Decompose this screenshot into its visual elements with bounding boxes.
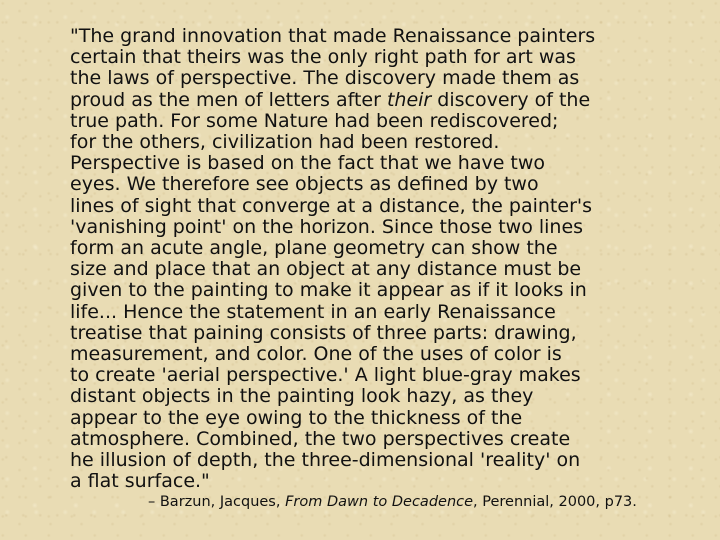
quote-line: life... Hence the statement in an early Renaissance [70,300,556,323]
quote-line: true path. For some Nature had been rediscovered; [70,109,559,132]
quote-line: certain that theirs was the only right path for art was [70,46,576,69]
quote-line: form an acute angle, plane geometry can show the [70,237,558,260]
quote-line [70,90,690,111]
quote-line: size and place that an object at any distance must be [70,258,582,281]
quote-line: treatise that paining consists of three parts: drawing, [70,321,577,344]
emphasis-their: their [386,88,432,111]
quote-line: lines of sight that converge at a distance, the painter's [70,194,593,217]
quote-line: "The grand innovation that made Renaissance painters [70,25,596,47]
citation-title: From Dawn to Decadence [285,494,474,510]
quote-line: atmosphere. Combined, the two perspectives create [70,427,571,450]
quote-line: the laws of perspective. The discovery made them as [70,67,580,90]
quote-line: for the others, civilization had been restored. [70,131,500,154]
quote-line: a flat surface." [70,470,210,493]
quote-line: 'vanishing point' on the horizon. Since those two lines [70,215,584,238]
quote-line-after-emphasis: discovery of the [431,88,591,111]
quote-text [70,26,690,492]
quote-line: distant objects in the painting look hazy, as they [70,385,534,408]
quote-line-before-emphasis: proud as the men of letters after [70,88,387,111]
quote-line: appear to the eye owing to the thickness of the [70,406,523,429]
quote-line: eyes. We therefore see objects as defined by two [70,173,539,196]
quote-line: measurement, and color. One of the uses of color is [70,343,562,366]
quote-line: to create 'aerial perspective.' A light blue-gray makes [70,364,581,387]
citation-prefix: – Barzun, Jacques, [148,494,286,510]
citation [148,494,637,510]
citation-suffix: , Perennial, 2000, p73. [473,494,637,510]
quote-line: given to the painting to make it appear as if it looks in [70,279,587,302]
quote-line: Perspective is based on the fact that we have two [70,152,546,175]
quote-line: he illusion of depth, the three-dimensional 'reality' on [70,449,581,472]
